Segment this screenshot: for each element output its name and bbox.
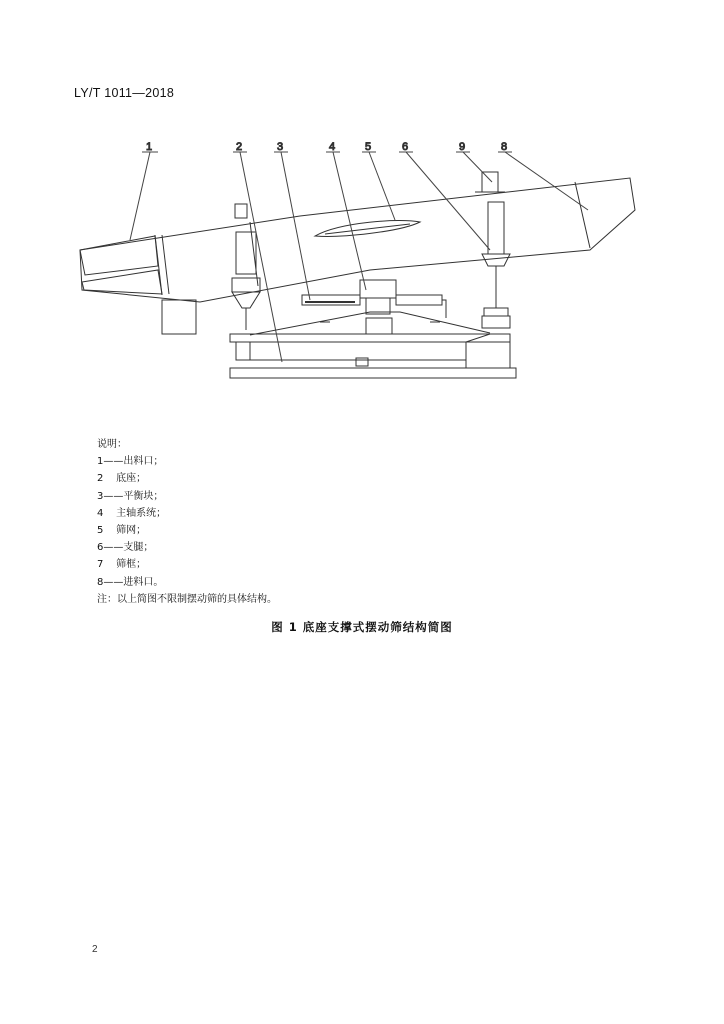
main-shaft-system bbox=[302, 280, 446, 334]
callout-labels bbox=[146, 141, 507, 153]
screen-mesh bbox=[315, 221, 420, 237]
balance-block bbox=[250, 312, 490, 335]
legend-item: 3——平衡块； bbox=[97, 490, 164, 502]
callout-5: 5 bbox=[365, 141, 372, 153]
legend-item: 7 筛框； bbox=[97, 559, 147, 571]
standard-code-header: LY/T 1011—2018 bbox=[74, 86, 175, 100]
legend-item: 6——支腿； bbox=[97, 542, 154, 554]
callout-2: 2 bbox=[236, 141, 243, 153]
base bbox=[230, 334, 516, 378]
callout-4: 4 bbox=[329, 141, 336, 153]
legend-title: 说明： bbox=[97, 439, 127, 450]
legend-item: 1——出料口； bbox=[97, 456, 164, 468]
legend-item: 8——进料口。 bbox=[97, 576, 164, 588]
page-number: 2 bbox=[92, 944, 98, 955]
figure-legend bbox=[97, 436, 277, 608]
callout-6: 6 bbox=[402, 141, 409, 153]
support-leg-left bbox=[162, 204, 260, 334]
callout-3: 3 bbox=[277, 141, 284, 153]
callout-8: 8 bbox=[501, 141, 508, 153]
feed-inlet bbox=[475, 172, 505, 192]
callout-9: 9 bbox=[459, 141, 466, 153]
support-leg-right bbox=[482, 202, 510, 328]
figure-note: 注：以上简图不限制摆动筛的具体结构。 bbox=[97, 593, 277, 605]
callout-leaders bbox=[130, 152, 588, 362]
figure-caption: 图 1 底座支撑式摆动筛结构简图 bbox=[271, 620, 453, 634]
legend-item: 2 底座； bbox=[97, 473, 147, 485]
legend-item: 5 筛网； bbox=[97, 525, 147, 537]
screen-frame bbox=[80, 178, 635, 302]
legend-item: 4 主轴系统； bbox=[97, 507, 167, 519]
swing-screen-diagram bbox=[70, 140, 650, 400]
callout-1: 1 bbox=[146, 141, 153, 153]
